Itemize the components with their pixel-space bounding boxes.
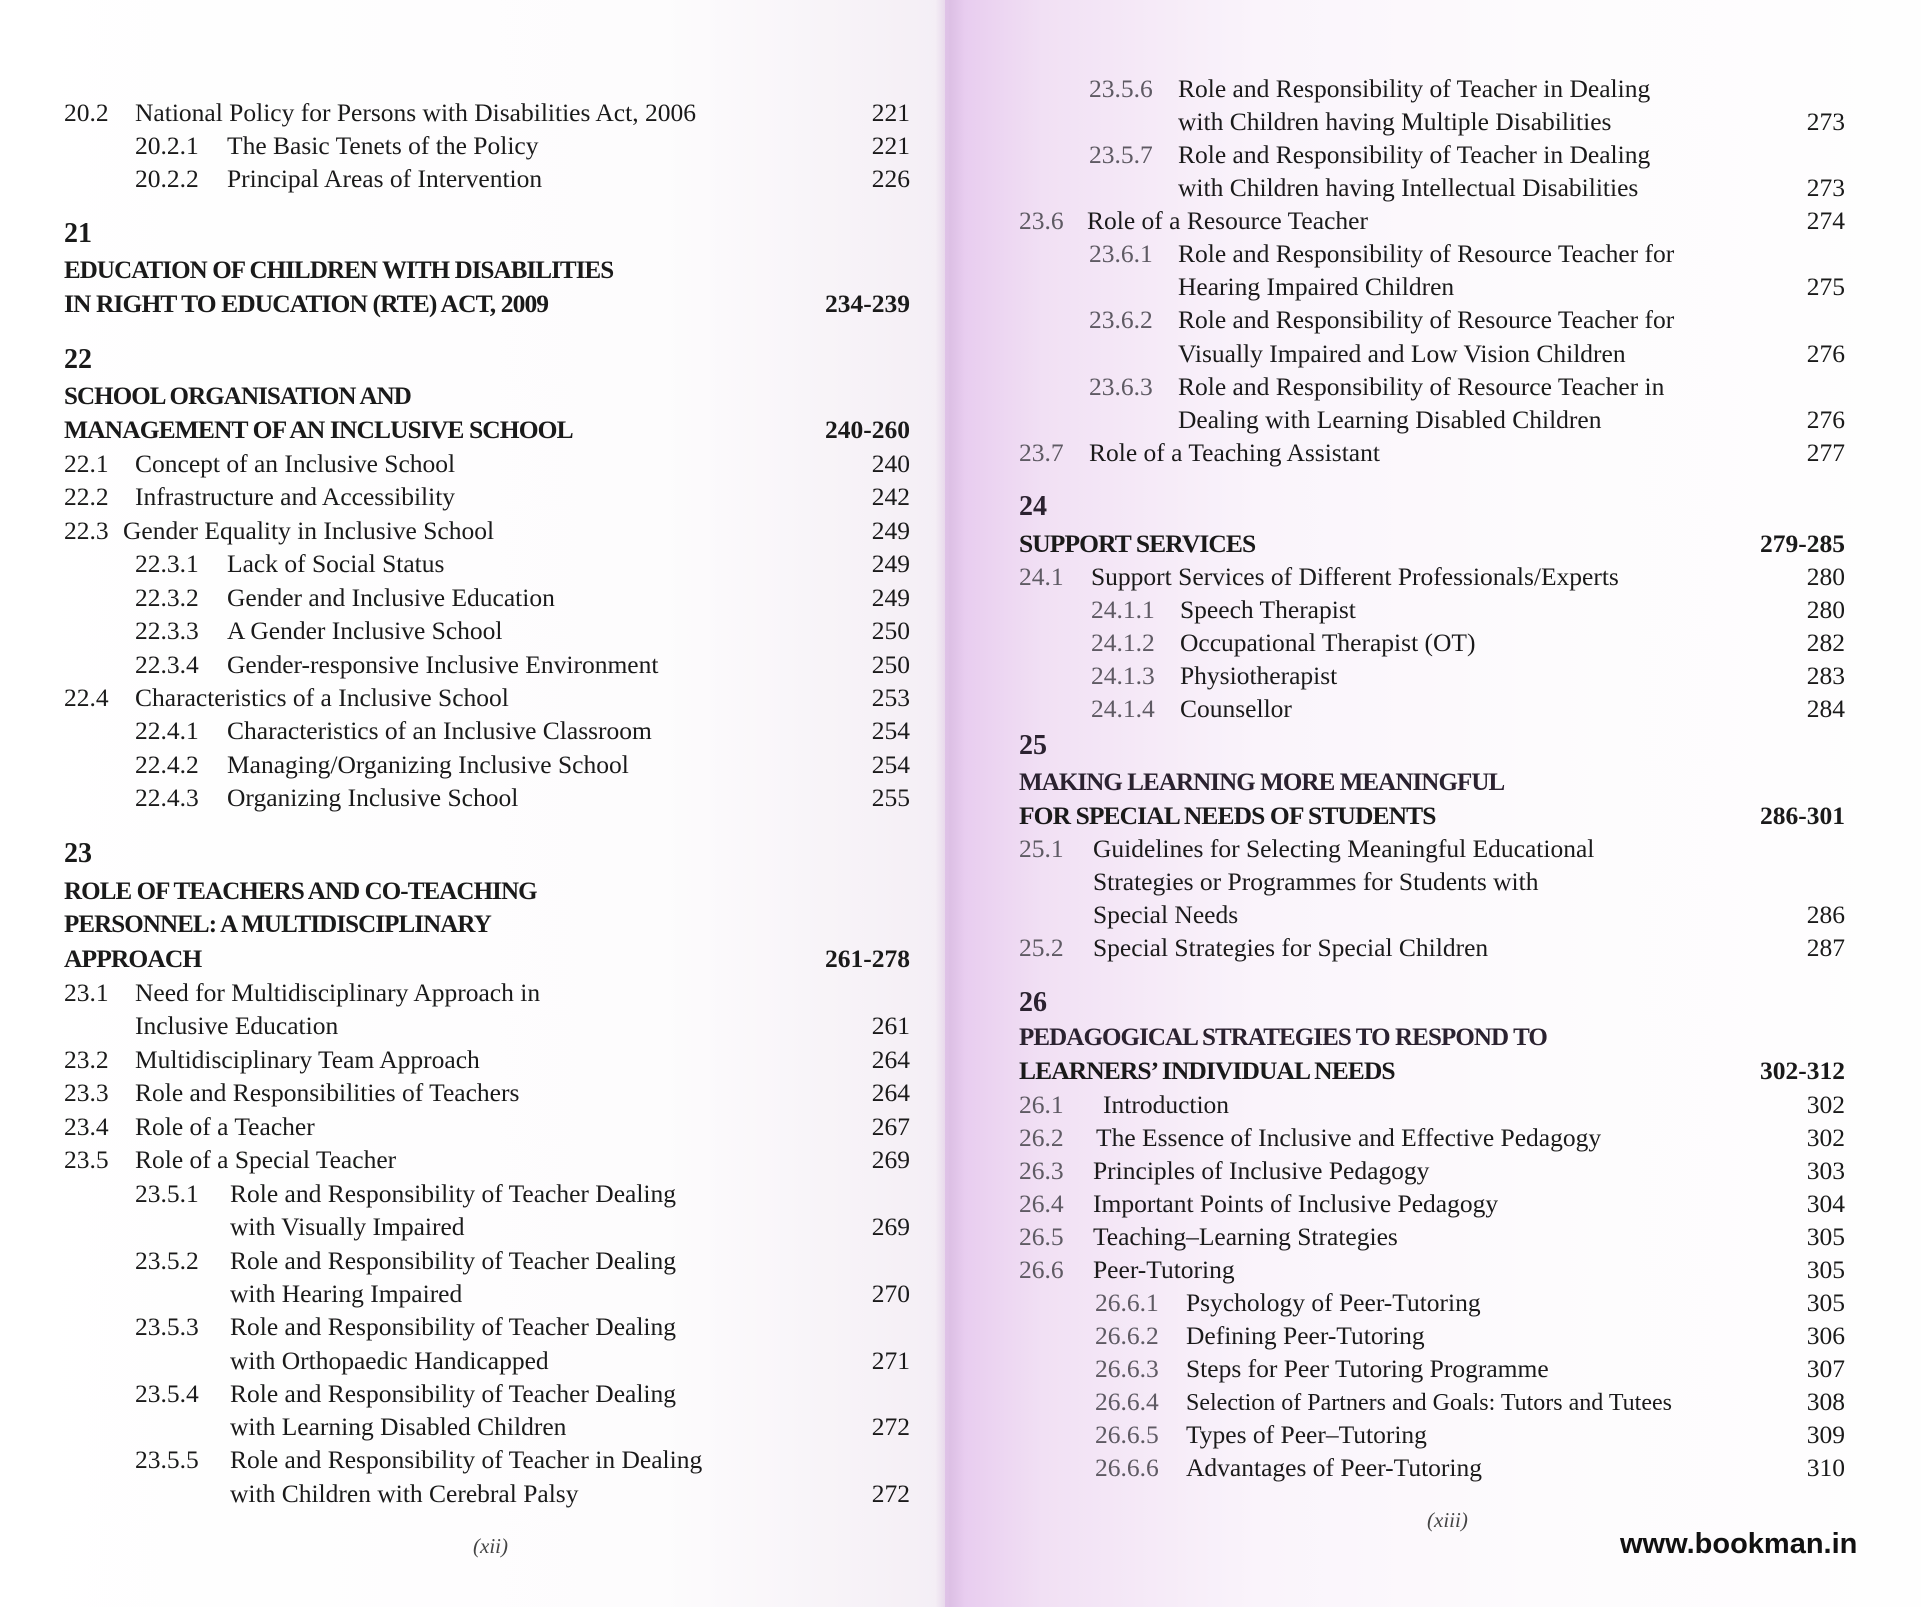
toc-entry[interactable] bbox=[1089, 237, 1845, 270]
entry-title: Multidisciplinary Team Approach bbox=[135, 1045, 480, 1074]
toc-entry[interactable] bbox=[1091, 593, 1845, 626]
entry-page: 275 bbox=[1806, 272, 1845, 301]
entry-title: Role of a Resource Teacher bbox=[1087, 206, 1368, 235]
entry-number: 24.1 bbox=[1019, 562, 1064, 591]
entry-title: Gender Equality in Inclusive School bbox=[123, 516, 495, 545]
entry-title: Role and Responsibility of Teacher in Dealing bbox=[1178, 74, 1651, 103]
toc-entry[interactable] bbox=[135, 714, 910, 747]
chapter-23-heading-row[interactable] bbox=[64, 942, 910, 975]
entry-number: 23.5.2 bbox=[135, 1246, 199, 1275]
toc-entry-20-2[interactable] bbox=[64, 96, 910, 129]
chapter-number-21: 21 bbox=[64, 218, 92, 249]
left-page bbox=[0, 0, 945, 1607]
entry-title: Role and Responsibility of Teacher in Dealing bbox=[230, 1445, 703, 1474]
toc-entry[interactable] bbox=[1095, 1286, 1845, 1319]
toc-entry[interactable] bbox=[135, 1277, 910, 1310]
entry-number: 24.1.3 bbox=[1091, 661, 1155, 690]
entry-page: 302 bbox=[1806, 1090, 1845, 1119]
entry-title: Counsellor bbox=[1180, 694, 1292, 723]
entry-title: Defining Peer-Tutoring bbox=[1186, 1321, 1425, 1350]
chapter-24-page-range: 279-285 bbox=[1760, 529, 1845, 558]
entry-number: 23.5.7 bbox=[1089, 140, 1153, 169]
entry-number: 23.5.3 bbox=[135, 1312, 199, 1341]
toc-entry[interactable] bbox=[135, 648, 910, 681]
entry-page: 286 bbox=[1806, 900, 1845, 929]
entry-title: Need for Multidisciplinary Approach in bbox=[135, 978, 541, 1007]
watermark-link[interactable]: www.bookman.in bbox=[1620, 1528, 1858, 1560]
entry-page: 306 bbox=[1806, 1321, 1845, 1350]
entry-title: Important Points of Inclusive Pedagogy bbox=[1093, 1189, 1499, 1218]
entry-page: 264 bbox=[871, 1045, 910, 1074]
chapter-25-title-line-1[interactable]: MAKING LEARNING MORE MEANINGFUL bbox=[1019, 769, 1505, 796]
toc-entry[interactable] bbox=[1019, 1220, 1845, 1253]
toc-entry[interactable] bbox=[1089, 138, 1845, 171]
entry-title: with Orthopaedic Handicapped bbox=[230, 1346, 549, 1375]
entry-title: Managing/Organizing Inclusive School bbox=[227, 750, 629, 779]
chapter-22-title-line-2: MANAGEMENT OF AN INCLUSIVE SCHOOL bbox=[64, 415, 573, 444]
chapter-26-title-line-1[interactable]: PEDAGOGICAL STRATEGIES TO RESPOND TO bbox=[1019, 1024, 1547, 1051]
entry-number: 22.1 bbox=[64, 449, 109, 478]
entry-title: Special Needs bbox=[1093, 900, 1239, 929]
entry-title: with Hearing Impaired bbox=[230, 1279, 463, 1308]
entry-title: Role and Responsibilities of Teachers bbox=[135, 1078, 520, 1107]
entry-page: 250 bbox=[871, 616, 910, 645]
entry-page: 269 bbox=[871, 1212, 910, 1241]
entry-number: 26.3 bbox=[1019, 1156, 1064, 1185]
entry-page: 305 bbox=[1806, 1222, 1845, 1251]
entry-title: Support Services of Different Professionals/Experts bbox=[1091, 562, 1619, 591]
chapter-25-page-range: 286-301 bbox=[1760, 801, 1845, 830]
entry-page: 267 bbox=[871, 1112, 910, 1141]
chapter-24-heading-row[interactable] bbox=[1019, 527, 1845, 560]
entry-title: with Children having Intellectual Disabilities bbox=[1178, 173, 1639, 202]
entry-number: 23.2 bbox=[64, 1045, 109, 1074]
entry-title: with Children with Cerebral Palsy bbox=[230, 1479, 579, 1508]
page-folio-right: (xiii) bbox=[1427, 1508, 1468, 1532]
chapter-26-page-range: 302-312 bbox=[1760, 1056, 1845, 1085]
entry-page: 307 bbox=[1806, 1354, 1845, 1383]
toc-entry[interactable] bbox=[1019, 865, 1845, 898]
toc-entry[interactable] bbox=[1095, 1319, 1845, 1352]
toc-entry[interactable] bbox=[1019, 1154, 1845, 1187]
entry-title: Steps for Peer Tutoring Programme bbox=[1186, 1354, 1549, 1383]
entry-page: 273 bbox=[1806, 173, 1845, 202]
entry-page: 255 bbox=[871, 783, 910, 812]
entry-number: 25.2 bbox=[1019, 933, 1064, 962]
entry-number: 26.5 bbox=[1019, 1222, 1064, 1251]
entry-page: 303 bbox=[1806, 1156, 1845, 1185]
entry-number: 22.3.2 bbox=[135, 583, 199, 612]
entry-page: 270 bbox=[871, 1279, 910, 1308]
toc-entry[interactable] bbox=[135, 781, 910, 814]
chapter-26-heading-row[interactable] bbox=[1019, 1054, 1845, 1087]
entry-title: Infrastructure and Accessibility bbox=[135, 482, 456, 511]
toc-entry[interactable] bbox=[64, 480, 910, 513]
toc-entry[interactable] bbox=[1019, 1187, 1845, 1220]
entry-number: 24.1.4 bbox=[1091, 694, 1155, 723]
entry-number: 22.3 bbox=[64, 516, 109, 545]
entry-title: Role and Responsibility of Teacher Dealing bbox=[230, 1179, 677, 1208]
entry-number: 22.2 bbox=[64, 482, 109, 511]
entry-title: Teaching–Learning Strategies bbox=[1093, 1222, 1398, 1251]
entry-title: Gender-responsive Inclusive Environment bbox=[227, 650, 659, 679]
entry-number: 26.6.2 bbox=[1095, 1321, 1159, 1350]
entry-page: 276 bbox=[1806, 339, 1845, 368]
toc-entry[interactable] bbox=[1091, 659, 1845, 692]
chapter-number-26: 26 bbox=[1019, 987, 1047, 1018]
entry-page: 242 bbox=[871, 482, 910, 511]
entry-page: 274 bbox=[1806, 206, 1845, 235]
entry-number: 22.4 bbox=[64, 683, 109, 712]
chapter-22-heading-row[interactable] bbox=[64, 413, 910, 446]
toc-entry[interactable] bbox=[64, 514, 910, 547]
toc-entry[interactable] bbox=[1089, 105, 1845, 138]
entry-page: 240 bbox=[871, 449, 910, 478]
entry-page: 253 bbox=[871, 683, 910, 712]
entry-page: 221 bbox=[871, 131, 910, 160]
toc-entry[interactable] bbox=[1019, 898, 1845, 931]
entry-page: 284 bbox=[1806, 694, 1845, 723]
entry-page: 273 bbox=[1806, 107, 1845, 136]
entry-number: 26.6.3 bbox=[1095, 1354, 1159, 1383]
entry-page: 305 bbox=[1806, 1288, 1845, 1317]
entry-title: Principal Areas of Intervention bbox=[227, 164, 543, 193]
book-spine-shadow bbox=[935, 0, 965, 1607]
toc-entry-20-2-1[interactable] bbox=[135, 129, 910, 162]
entry-title: Selection of Partners and Goals: Tutors and Tutees bbox=[1186, 1390, 1672, 1416]
entry-page: 277 bbox=[1806, 438, 1845, 467]
toc-entry[interactable] bbox=[64, 1009, 910, 1042]
toc-entry[interactable] bbox=[64, 447, 910, 480]
toc-entry[interactable] bbox=[135, 1210, 910, 1243]
entry-number: 22.4.3 bbox=[135, 783, 199, 812]
entry-title: Guidelines for Selecting Meaningful Educational bbox=[1093, 834, 1595, 863]
entry-page: 269 bbox=[871, 1145, 910, 1174]
entry-number: 26.2 bbox=[1019, 1123, 1064, 1152]
entry-title: Principles of Inclusive Pedagogy bbox=[1093, 1156, 1430, 1185]
toc-entry[interactable] bbox=[135, 1310, 910, 1343]
toc-entry[interactable] bbox=[1019, 436, 1845, 469]
entry-number: 25.1 bbox=[1019, 834, 1064, 863]
entry-page: 254 bbox=[871, 750, 910, 779]
entry-title: Dealing with Learning Disabled Children bbox=[1178, 405, 1602, 434]
entry-title: Role and Responsibility of Teacher in Dealing bbox=[1178, 140, 1651, 169]
entry-title: Lack of Social Status bbox=[227, 549, 445, 578]
entry-title: Characteristics of an Inclusive Classroom bbox=[227, 716, 652, 745]
toc-entry[interactable] bbox=[1019, 1088, 1845, 1121]
entry-number: 23.3 bbox=[64, 1078, 109, 1107]
toc-entry[interactable] bbox=[135, 1177, 910, 1210]
entry-title: Psychology of Peer-Tutoring bbox=[1186, 1288, 1481, 1317]
entry-number: 22.4.1 bbox=[135, 716, 199, 745]
toc-entry[interactable] bbox=[1089, 370, 1845, 403]
entry-page: 249 bbox=[871, 583, 910, 612]
toc-entry[interactable] bbox=[1091, 692, 1845, 725]
entry-title: with Children having Multiple Disabilities bbox=[1178, 107, 1612, 136]
chapter-21-page-range: 234-239 bbox=[825, 289, 910, 318]
entry-page: 272 bbox=[871, 1479, 910, 1508]
chapter-number-23: 23 bbox=[64, 838, 92, 869]
entry-title: Concept of an Inclusive School bbox=[135, 449, 456, 478]
entry-title: Inclusive Education bbox=[135, 1011, 339, 1040]
entry-page: 287 bbox=[1806, 933, 1845, 962]
entry-number: 26.6 bbox=[1019, 1255, 1064, 1284]
entry-page: 272 bbox=[871, 1412, 910, 1441]
entry-title: Strategies or Programmes for Students with bbox=[1093, 867, 1539, 896]
toc-entry[interactable] bbox=[135, 1244, 910, 1277]
entry-page: 250 bbox=[871, 650, 910, 679]
toc-entry[interactable] bbox=[1095, 1352, 1845, 1385]
toc-entry[interactable] bbox=[64, 681, 910, 714]
entry-title: Role of a Teaching Assistant bbox=[1089, 438, 1380, 467]
page-folio-left: (xii) bbox=[473, 1534, 508, 1558]
entry-title: Physiotherapist bbox=[1180, 661, 1338, 690]
toc-entry[interactable] bbox=[64, 1110, 910, 1143]
entry-number: 22.4.2 bbox=[135, 750, 199, 779]
toc-entry[interactable] bbox=[135, 1443, 910, 1476]
entry-title: Role and Responsibility of Resource Teacher for bbox=[1178, 305, 1675, 334]
entry-number: 23.5.1 bbox=[135, 1179, 199, 1208]
chapter-21-title-line-2: IN RIGHT TO EDUCATION (RTE) ACT, 2009 bbox=[64, 289, 549, 318]
entry-page: 310 bbox=[1806, 1453, 1845, 1482]
entry-number: 23.6.3 bbox=[1089, 372, 1153, 401]
entry-number: 23.5 bbox=[64, 1145, 109, 1174]
entry-page: 282 bbox=[1806, 628, 1845, 657]
entry-title: A Gender Inclusive School bbox=[227, 616, 503, 645]
entry-title: The Essence of Inclusive and Effective Pedagogy bbox=[1096, 1123, 1602, 1152]
entry-title: Visually Impaired and Low Vision Children bbox=[1178, 339, 1626, 368]
toc-entry[interactable] bbox=[1089, 337, 1845, 370]
toc-entry[interactable] bbox=[1095, 1418, 1845, 1451]
entry-number: 20.2.2 bbox=[135, 164, 199, 193]
entry-number: 24.1.1 bbox=[1091, 595, 1155, 624]
entry-number: 23.5.4 bbox=[135, 1379, 199, 1408]
entry-number: 24.1.2 bbox=[1091, 628, 1155, 657]
entry-title: Role and Responsibility of Teacher Dealing bbox=[230, 1312, 677, 1341]
chapter-23-title-line-3: APPROACH bbox=[64, 944, 202, 973]
toc-entry[interactable] bbox=[1095, 1385, 1845, 1420]
toc-entry[interactable] bbox=[1095, 1451, 1845, 1484]
entry-page: 283 bbox=[1806, 661, 1845, 690]
right-page bbox=[945, 0, 1921, 1607]
entry-page: 276 bbox=[1806, 405, 1845, 434]
toc-entry[interactable] bbox=[135, 748, 910, 781]
entry-title: Types of Peer–Tutoring bbox=[1186, 1420, 1427, 1449]
entry-title: with Visually Impaired bbox=[230, 1212, 465, 1241]
toc-entry[interactable] bbox=[135, 581, 910, 614]
entry-number: 23.6 bbox=[1019, 206, 1064, 235]
entry-page: 249 bbox=[871, 549, 910, 578]
entry-number: 23.7 bbox=[1019, 438, 1064, 467]
chapter-21-title-line-1[interactable]: EDUCATION OF CHILDREN WITH DISABILITIES bbox=[64, 257, 614, 284]
toc-entry[interactable] bbox=[135, 547, 910, 580]
entry-title: National Policy for Persons with Disabilities Act, 2006 bbox=[135, 98, 696, 127]
entry-number: 23.4 bbox=[64, 1112, 109, 1141]
entry-page: 304 bbox=[1806, 1189, 1845, 1218]
entry-title: Organizing Inclusive School bbox=[227, 783, 519, 812]
chapter-21-heading-row[interactable] bbox=[64, 287, 910, 320]
toc-entry[interactable] bbox=[135, 614, 910, 647]
entry-page: 280 bbox=[1806, 595, 1845, 624]
entry-number: 26.6.6 bbox=[1095, 1453, 1159, 1482]
toc-entry[interactable] bbox=[1019, 204, 1845, 237]
entry-page: 308 bbox=[1806, 1387, 1845, 1416]
entry-page: 280 bbox=[1806, 562, 1845, 591]
toc-entry[interactable] bbox=[135, 1377, 910, 1410]
entry-title: Role and Responsibility of Resource Teacher in bbox=[1178, 372, 1665, 401]
entry-title: Role of a Special Teacher bbox=[135, 1145, 397, 1174]
toc-entry[interactable] bbox=[1089, 72, 1845, 105]
toc-entry[interactable] bbox=[135, 1477, 910, 1510]
entry-number: 23.6.1 bbox=[1089, 239, 1153, 268]
toc-entry[interactable] bbox=[1019, 931, 1845, 964]
entry-title: Peer-Tutoring bbox=[1093, 1255, 1235, 1284]
toc-entry[interactable] bbox=[1091, 626, 1845, 659]
chapter-number-24: 24 bbox=[1019, 491, 1047, 522]
toc-entry[interactable] bbox=[64, 1043, 910, 1076]
toc-entry[interactable] bbox=[135, 1344, 910, 1377]
entry-title: Occupational Therapist (OT) bbox=[1180, 628, 1476, 657]
entry-title: Introduction bbox=[1103, 1090, 1230, 1119]
entry-title: Hearing Impaired Children bbox=[1178, 272, 1455, 301]
chapter-number-25: 25 bbox=[1019, 730, 1047, 761]
chapter-24-title-line-1: SUPPORT SERVICES bbox=[1019, 529, 1256, 558]
chapter-26-title-line-2: LEARNERS’ INDIVIDUAL NEEDS bbox=[1019, 1056, 1395, 1085]
entry-number: 26.4 bbox=[1019, 1189, 1064, 1218]
entry-title: Characteristics of a Inclusive School bbox=[135, 683, 509, 712]
entry-title: Role and Responsibility of Teacher Dealing bbox=[230, 1379, 677, 1408]
chapter-23-page-range: 261-278 bbox=[825, 944, 910, 973]
entry-number: 26.6.4 bbox=[1095, 1387, 1159, 1416]
entry-page: 271 bbox=[871, 1346, 910, 1375]
entry-title: Role and Responsibility of Resource Teacher for bbox=[1178, 239, 1675, 268]
toc-entry[interactable] bbox=[64, 1143, 910, 1176]
entry-page: 305 bbox=[1806, 1255, 1845, 1284]
entry-number: 23.5.6 bbox=[1089, 74, 1153, 103]
entry-page: 309 bbox=[1806, 1420, 1845, 1449]
toc-entry[interactable] bbox=[64, 1076, 910, 1109]
entry-title: with Learning Disabled Children bbox=[230, 1412, 567, 1441]
entry-title: Special Strategies for Special Children bbox=[1093, 933, 1489, 962]
toc-entry[interactable] bbox=[1019, 832, 1845, 865]
entry-title: Role and Responsibility of Teacher Dealing bbox=[230, 1246, 677, 1275]
chapter-25-title-line-2: FOR SPECIAL NEEDS OF STUDENTS bbox=[1019, 801, 1436, 830]
toc-entry[interactable] bbox=[1019, 1121, 1845, 1154]
entry-number: 20.2 bbox=[64, 98, 109, 127]
entry-number: 22.3.4 bbox=[135, 650, 199, 679]
entry-title: Gender and Inclusive Education bbox=[227, 583, 555, 612]
entry-number: 22.3.3 bbox=[135, 616, 199, 645]
chapter-22-page-range: 240-260 bbox=[825, 415, 910, 444]
entry-page: 226 bbox=[871, 164, 910, 193]
entry-page: 264 bbox=[871, 1078, 910, 1107]
toc-entry-20-2-2[interactable] bbox=[135, 162, 910, 195]
chapter-23-title-line-1[interactable]: ROLE OF TEACHERS AND CO-TEACHING bbox=[64, 878, 537, 905]
chapter-25-heading-row[interactable] bbox=[1019, 799, 1845, 832]
entry-title: Speech Therapist bbox=[1180, 595, 1356, 624]
entry-title: The Basic Tenets of the Policy bbox=[227, 131, 539, 160]
toc-entry[interactable] bbox=[64, 976, 910, 1009]
toc-entry[interactable] bbox=[1019, 560, 1845, 593]
entry-number: 26.6.5 bbox=[1095, 1420, 1159, 1449]
toc-entry[interactable] bbox=[1019, 1253, 1845, 1286]
entry-title: Advantages of Peer-Tutoring bbox=[1186, 1453, 1483, 1482]
entry-number: 26.1 bbox=[1019, 1090, 1064, 1119]
toc-entry[interactable] bbox=[1089, 303, 1845, 336]
entry-number: 26.6.1 bbox=[1095, 1288, 1159, 1317]
chapter-23-title-line-2[interactable]: PERSONNEL: A MULTIDISCIPLINARY bbox=[64, 911, 491, 938]
chapter-22-title-line-1[interactable]: SCHOOL ORGANISATION AND bbox=[64, 383, 411, 410]
toc-entry[interactable] bbox=[1089, 270, 1845, 303]
toc-entry[interactable] bbox=[135, 1410, 910, 1443]
entry-number: 23.5.5 bbox=[135, 1445, 199, 1474]
toc-entry[interactable] bbox=[1089, 171, 1845, 204]
entry-page: 261 bbox=[871, 1011, 910, 1040]
entry-page: 254 bbox=[871, 716, 910, 745]
entry-page: 302 bbox=[1806, 1123, 1845, 1152]
entry-title: Role of a Teacher bbox=[135, 1112, 315, 1141]
entry-number: 20.2.1 bbox=[135, 131, 199, 160]
entry-number: 23.1 bbox=[64, 978, 109, 1007]
entry-page: 221 bbox=[871, 98, 910, 127]
entry-number: 22.3.1 bbox=[135, 549, 199, 578]
entry-page: 249 bbox=[871, 516, 910, 545]
chapter-number-22: 22 bbox=[64, 344, 92, 375]
entry-number: 23.6.2 bbox=[1089, 305, 1153, 334]
toc-entry[interactable] bbox=[1089, 403, 1845, 436]
